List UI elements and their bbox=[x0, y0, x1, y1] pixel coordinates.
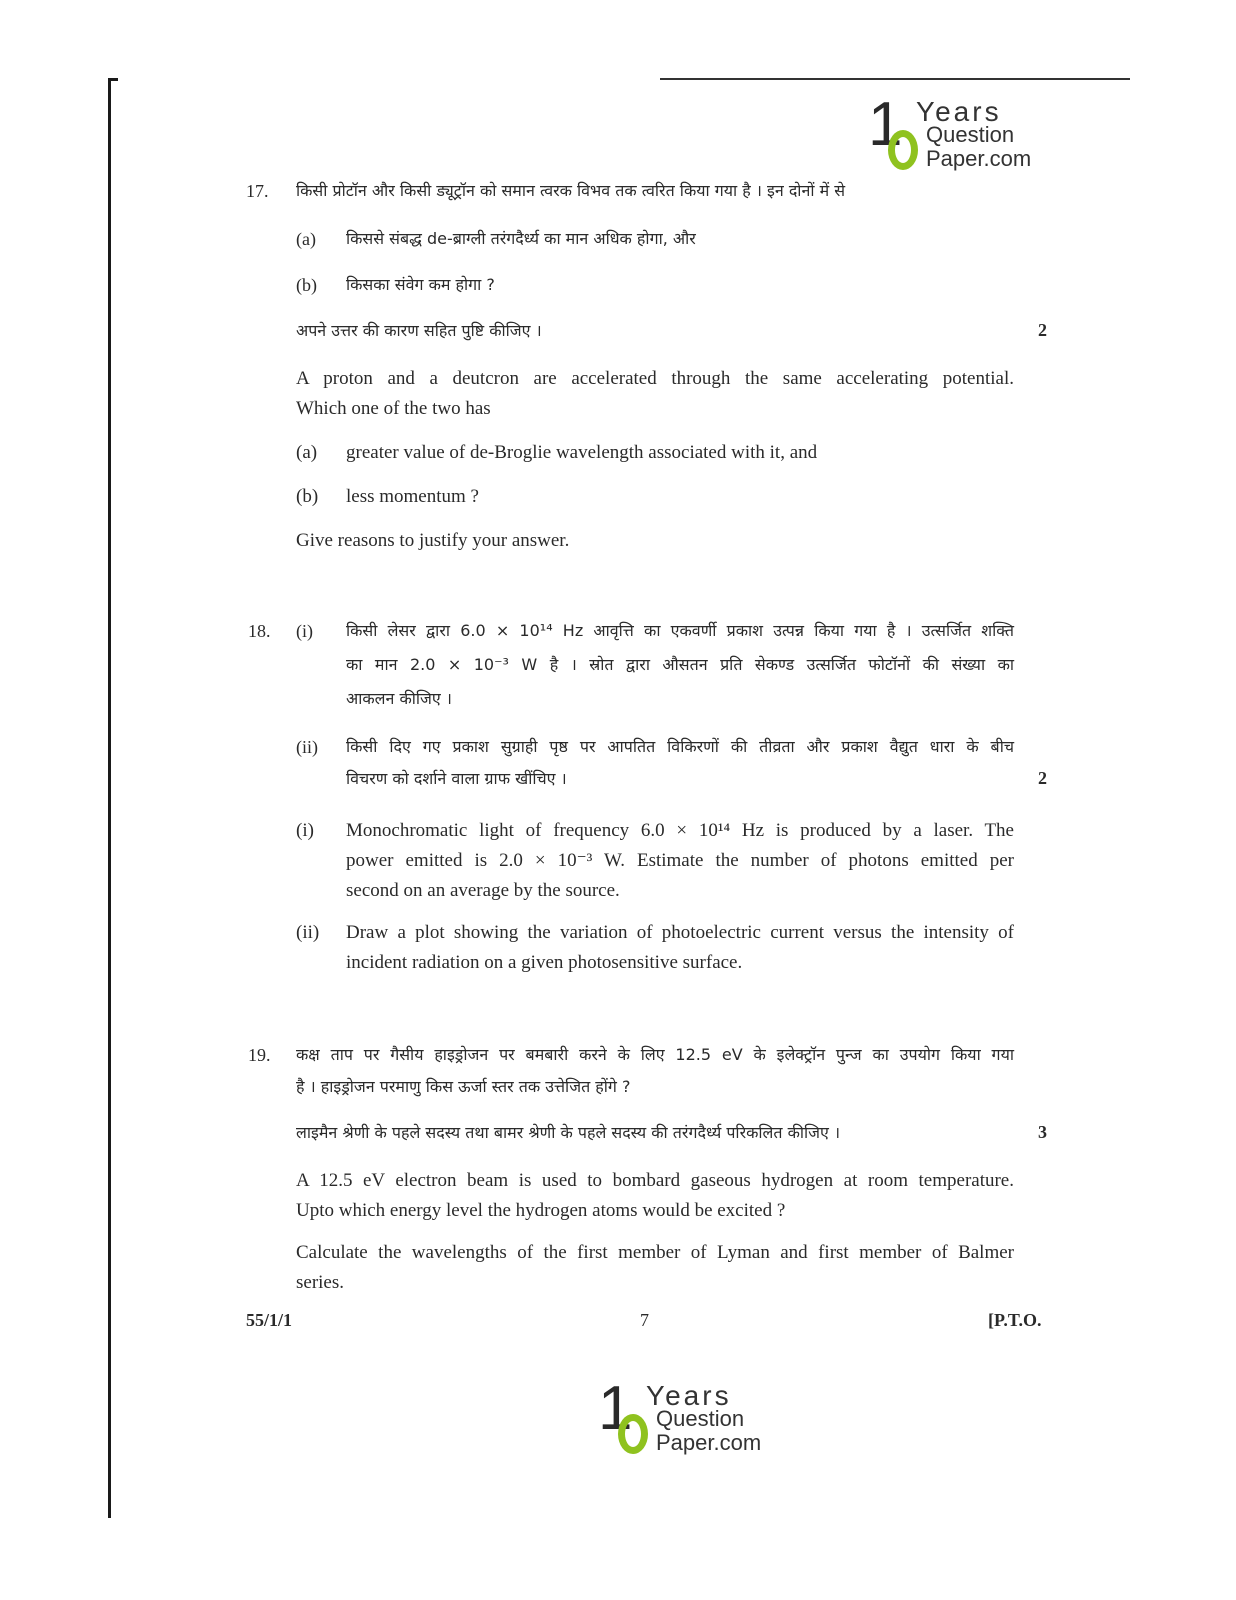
q18-marks: 2 bbox=[1038, 768, 1047, 788]
logo-years: Years bbox=[646, 1380, 732, 1411]
logo-zero-ring bbox=[618, 1414, 648, 1454]
q17-hindi-a-label: (a) bbox=[296, 229, 316, 249]
q18-en-i-line3: second on an average by the source. bbox=[346, 880, 620, 901]
q18-hi-i-label: (i) bbox=[296, 621, 313, 641]
q19-en-line2: Upto which energy level the hydrogen atoms would be excited ? bbox=[296, 1200, 786, 1221]
q18-en-ii-line2: incident radiation on a given photosensitive surface. bbox=[346, 952, 743, 973]
q18-hi-ii-line1: किसी दिए गए प्रकाश सुग्राही पृष्ठ पर आपतित विकिरणों की तीव्रता और प्रकाश वैद्युत धारा के बीच bbox=[346, 737, 1014, 756]
q18-hi-ii-line2: विचरण को दर्शाने वाला ग्राफ खींचिए । bbox=[346, 769, 567, 788]
q17-hindi-b-label: (b) bbox=[296, 275, 317, 295]
q17-en-stem-1: A proton and a deutcron are accelerated through the same accelerating potential. bbox=[296, 368, 1014, 389]
left-margin-tick bbox=[108, 78, 118, 81]
logo-paper: Paper.com bbox=[656, 1430, 762, 1455]
top-rule bbox=[660, 78, 1130, 80]
logo-years: Years bbox=[916, 96, 1002, 127]
q17-en-b: less momentum ? bbox=[346, 486, 479, 507]
logo-one: 1 bbox=[868, 90, 903, 159]
q19-en-line3: Calculate the wavelengths of the first member of Lyman and first member of Balmer bbox=[296, 1242, 1014, 1263]
site-logo-top bbox=[860, 90, 1060, 180]
left-margin-bar bbox=[108, 78, 111, 1518]
logo-paper: Paper.com bbox=[926, 146, 1032, 171]
logo-question: Question bbox=[926, 122, 1015, 147]
q17-en-stem-2: Which one of the two has bbox=[296, 398, 491, 419]
page-number: 7 bbox=[640, 1310, 649, 1330]
q18-en-i-line2: power emitted is 2.0 × 10⁻³ W. Estimate the number of photons emitted per bbox=[346, 850, 1014, 871]
q18-hi-i-line2: का मान 2.0 × 10⁻³ W है । स्रोत द्वारा औसतन प्रति सेकण्ड उत्सर्जित फोटॉनों की संख्या का bbox=[346, 655, 1014, 674]
q17-hindi-reason: अपने उत्तर की कारण सहित पुष्टि कीजिए । bbox=[296, 321, 542, 340]
q17-en-a-label: (a) bbox=[296, 442, 318, 463]
logo-question: Question bbox=[656, 1406, 745, 1431]
q19-hi-line2: है । हाइड्रोजन परमाणु किस ऊर्जा स्तर तक उत्तेजित होंगे ? bbox=[296, 1077, 631, 1096]
q17-en-b-label: (b) bbox=[296, 486, 319, 507]
q18-en-ii-label: (ii) bbox=[296, 922, 320, 943]
logo-zero-ring bbox=[888, 130, 918, 170]
q18-hi-i-line3: आकलन कीजिए । bbox=[346, 689, 452, 708]
q17-number: 17. bbox=[246, 181, 269, 201]
q17-hindi-b: किसका संवेग कम होगा ? bbox=[346, 275, 495, 294]
site-logo-bottom bbox=[590, 1374, 790, 1464]
q18-number: 18. bbox=[248, 621, 271, 641]
q17-hindi-a: किससे संबद्ध de-ब्राग्ली तरंगदैर्ध्य का मान अधिक होगा, और bbox=[346, 229, 696, 248]
q19-number: 19. bbox=[248, 1045, 271, 1065]
q17-en-reason: Give reasons to justify your answer. bbox=[296, 530, 570, 551]
logo-one: 1 bbox=[598, 1374, 633, 1443]
q18-en-i-label: (i) bbox=[296, 820, 314, 841]
q19-hi-line3: लाइमैन श्रेणी के पहले सदस्य तथा बामर श्रेणी के पहले सदस्य की तरंगदैर्ध्य परिकलित कीजिए । bbox=[296, 1123, 841, 1142]
paper-code: 55/1/1 bbox=[246, 1310, 293, 1330]
q19-hi-line1: कक्ष ताप पर गैसीय हाइड्रोजन पर बमबारी करने के लिए 12.5 eV के इलेक्ट्रॉन पुन्ज का उपयोग किया गया bbox=[296, 1045, 1014, 1064]
q18-hi-i-line1: किसी लेसर द्वारा 6.0 × 10¹⁴ Hz आवृत्ति का एकवर्णी प्रकाश उत्पन्न किया गया है । उत्सर्जित शक्ति bbox=[346, 621, 1014, 640]
q17-en-a: greater value of de-Broglie wavelength associated with it, and bbox=[346, 442, 818, 463]
q18-en-ii-line1: Draw a plot showing the variation of photoelectric current versus the intensity of bbox=[346, 922, 1014, 943]
pto-label: [P.T.O. bbox=[988, 1310, 1042, 1330]
q17-marks: 2 bbox=[1038, 320, 1047, 340]
q18-hi-ii-label: (ii) bbox=[296, 737, 318, 757]
q18-en-i-line1: Monochromatic light of frequency 6.0 × 10¹⁴ Hz is produced by a laser. The bbox=[346, 820, 1014, 841]
q19-en-line1: A 12.5 eV electron beam is used to bombard gaseous hydrogen at room temperature. bbox=[296, 1170, 1014, 1191]
q19-en-line4: series. bbox=[296, 1272, 345, 1293]
q19-marks: 3 bbox=[1038, 1122, 1047, 1142]
q17-hindi-stem: किसी प्रोटॉन और किसी ड्यूट्रॉन को समान त्वरक विभव तक त्वरित किया गया है । इन दोनों में से bbox=[296, 181, 846, 200]
